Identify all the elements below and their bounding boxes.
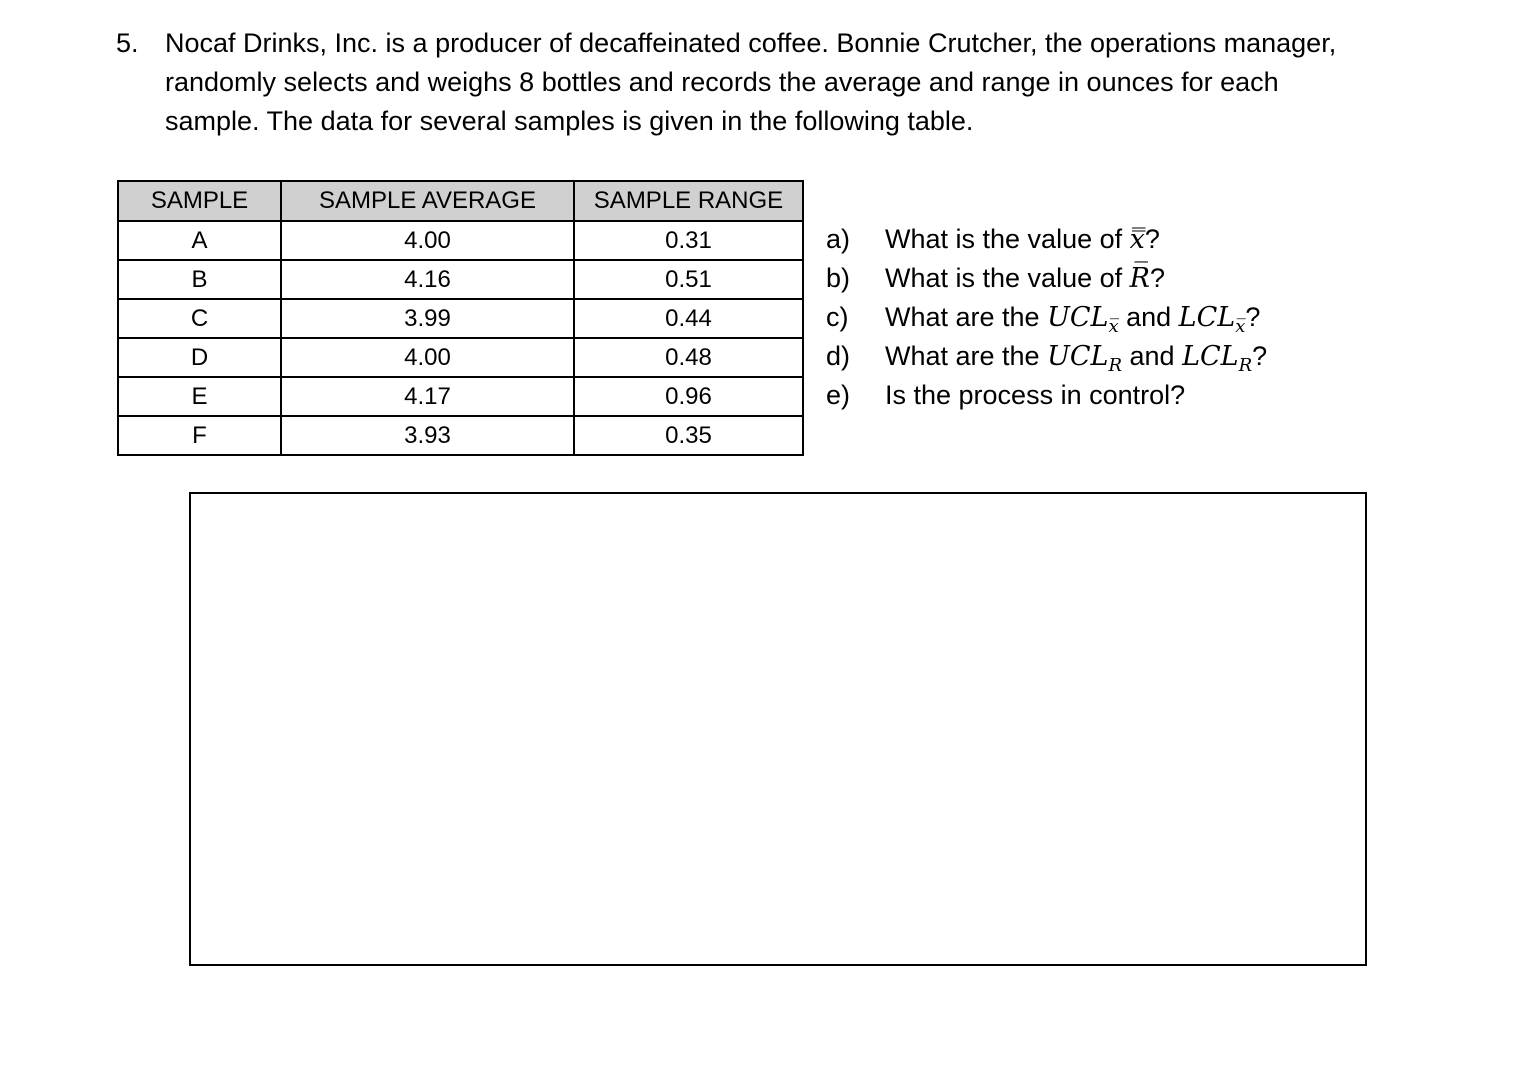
question-end: ? xyxy=(1144,224,1160,254)
math-symbol: LCL xyxy=(1178,302,1236,333)
cell-average: 3.93 xyxy=(281,416,574,455)
math-subscript: R xyxy=(1108,355,1122,376)
cell-sample: B xyxy=(118,260,281,299)
cell-range: 0.44 xyxy=(574,299,803,338)
cell-sample: D xyxy=(118,338,281,377)
table-row xyxy=(118,260,803,299)
question-letter: c) xyxy=(826,302,849,332)
question-b xyxy=(826,259,1267,298)
table-row xyxy=(118,377,803,416)
question-text: What is the value of xyxy=(885,224,1130,254)
sample-data-table xyxy=(117,180,804,456)
problem-number: 5. xyxy=(116,28,139,58)
cell-average: 4.16 xyxy=(281,260,574,299)
question-letter: e) xyxy=(826,380,851,410)
problem-text: Nocaf Drinks, Inc. is a producer of decaffeinated coffee. Bonnie Crutcher, the operations manager, randomly selects and weighs 8 bottles and records the average and range in ounces for each sample. The data for several samples is given in the following table. xyxy=(165,28,1337,136)
cell-sample: F xyxy=(118,416,281,455)
question-end: ? xyxy=(1252,341,1268,371)
math-symbol: UCL xyxy=(1047,341,1109,372)
question-c xyxy=(826,298,1267,337)
math-subscript: x̅ xyxy=(1108,316,1119,337)
question-d xyxy=(826,337,1267,376)
header-sample-average: SAMPLE AVERAGE xyxy=(281,181,574,221)
math-symbol: LCL xyxy=(1182,341,1239,372)
header-sample-range: SAMPLE RANGE xyxy=(574,181,803,221)
math-subscript: x̅ xyxy=(1235,316,1246,337)
question-text: What is the value of xyxy=(885,263,1130,293)
question-end: ? xyxy=(1149,263,1165,293)
table-row xyxy=(118,299,803,338)
math-symbol: UCL xyxy=(1047,302,1109,333)
question-a xyxy=(826,220,1267,259)
question-text: What are the xyxy=(885,341,1048,371)
cell-sample: E xyxy=(118,377,281,416)
cell-average: 3.99 xyxy=(281,299,574,338)
math-subscript: R xyxy=(1238,355,1253,376)
table-row xyxy=(118,221,803,260)
cell-sample: A xyxy=(118,221,281,260)
cell-sample: C xyxy=(118,299,281,338)
table-row xyxy=(118,416,803,455)
math-symbol: x̿ xyxy=(1129,224,1145,255)
cell-average: 4.00 xyxy=(281,221,574,260)
table-header-row xyxy=(118,181,803,221)
cell-range: 0.31 xyxy=(574,221,803,260)
question-end: ? xyxy=(1245,302,1261,332)
problem-statement xyxy=(116,24,1416,141)
question-letter: b) xyxy=(826,263,851,293)
question-text: and xyxy=(1118,302,1179,332)
cell-range: 0.96 xyxy=(574,377,803,416)
cell-average: 4.17 xyxy=(281,377,574,416)
math-symbol: R̅ xyxy=(1129,263,1150,294)
question-e xyxy=(826,376,1267,415)
question-list xyxy=(826,220,1267,415)
cell-range: 0.48 xyxy=(574,338,803,377)
cell-average: 4.00 xyxy=(281,338,574,377)
question-letter: a) xyxy=(826,224,851,254)
header-sample: SAMPLE xyxy=(118,181,281,221)
question-text: and xyxy=(1122,341,1183,371)
cell-range: 0.51 xyxy=(574,260,803,299)
question-text: What are the xyxy=(885,302,1048,332)
answer-box[interactable] xyxy=(189,492,1367,966)
question-text: Is the process in control? xyxy=(885,380,1186,410)
table-row xyxy=(118,338,803,377)
question-letter: d) xyxy=(826,341,851,371)
cell-range: 0.35 xyxy=(574,416,803,455)
